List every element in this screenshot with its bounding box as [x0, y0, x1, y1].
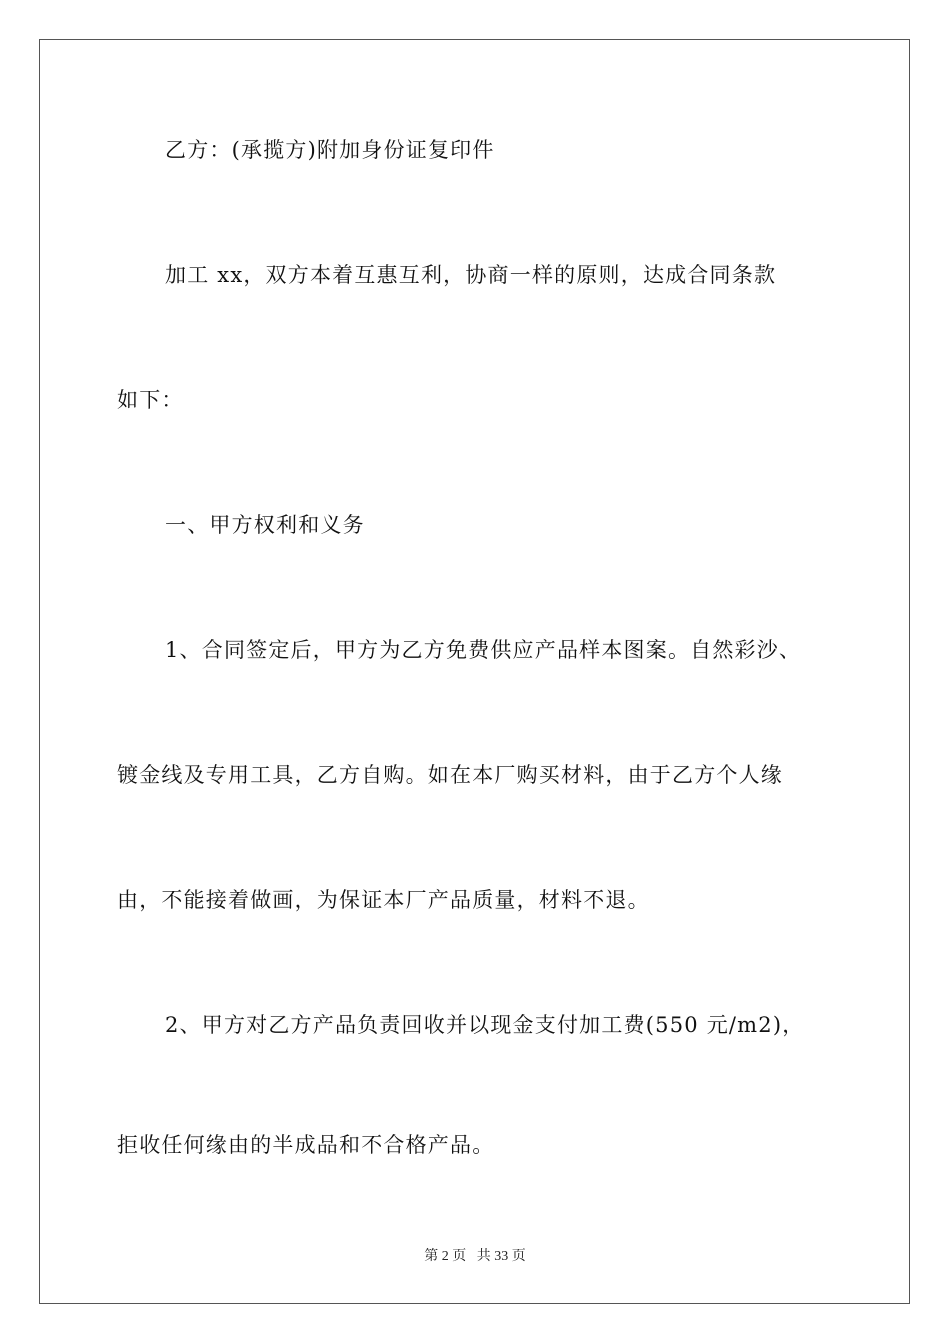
- clause-2-line-2: 拒收任何缘由的半成品和不合格产品。: [117, 1133, 495, 1157]
- party-b-line: 乙方：(承揽方)附加身份证复印件: [165, 138, 495, 162]
- intro-line-1: 加工 xx，双方本着互惠互利，协商一样的原则，达成合同条款: [165, 263, 777, 287]
- clause-1-line-3: 由，不能接着做画，为保证本厂产品质量，材料不退。: [117, 888, 650, 912]
- clause-1-line-1: 1、合同签定后，甲方为乙方免费供应产品样本图案。自然彩沙、: [165, 638, 802, 662]
- page-border: [39, 39, 910, 1304]
- intro-line-2: 如下：: [117, 388, 184, 412]
- section-heading: 一、甲方权利和义务: [165, 513, 365, 537]
- clause-2-line-1: 2、甲方对乙方产品负责回收并以现金支付加工费(550 元/m2)，: [165, 1013, 805, 1037]
- clause-1-line-2: 镀金线及专用工具，乙方自购。如在本厂购买材料，由于乙方个人缘: [117, 763, 783, 787]
- page-number-footer: 第 2 页 共 33 页: [424, 1249, 526, 1264]
